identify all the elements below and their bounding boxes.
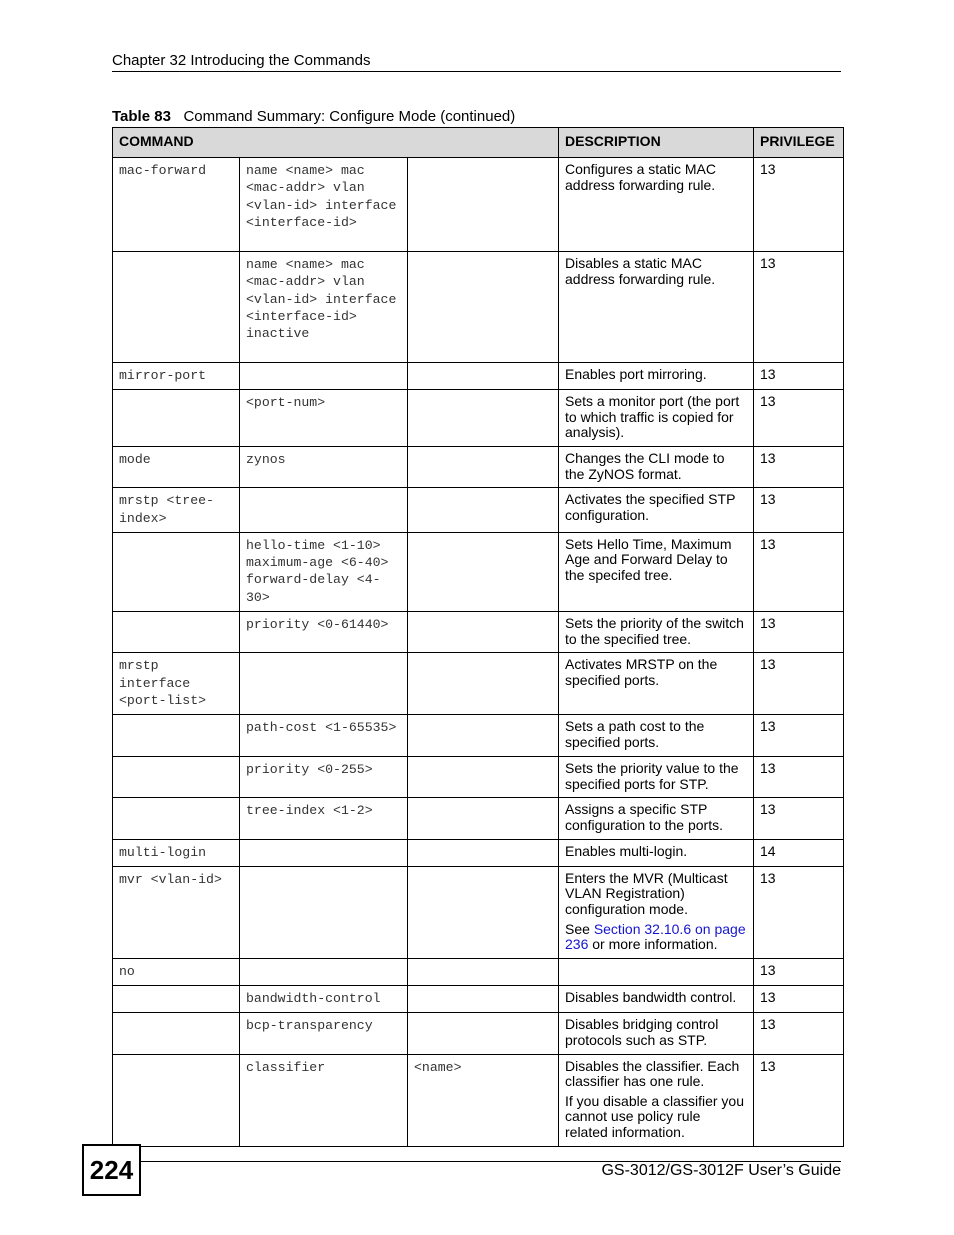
subcommand-cell: <port-num> [240,390,408,447]
privilege-cell: 13 [754,612,844,653]
subcommand-cell: name <name> mac <mac-addr> vlan <vlan-id> interface <interface-id> inactive [240,252,408,363]
subcommand-cell: priority <0-255> [240,757,408,798]
privilege-cell: 13 [754,715,844,757]
header-privilege: PRIVILEGE [754,128,844,158]
command-cell [113,1054,240,1146]
argument-cell [408,986,559,1013]
command-cell: multi-login [113,839,240,866]
see-suffix: or more information. [592,936,718,953]
table-row [113,715,844,757]
subcommand-cell: priority <0-61440> [240,612,408,653]
see-prefix: See [565,920,590,937]
command-cell [113,798,240,839]
table-row [113,1054,844,1146]
command-cell: mvr <vlan-id> [113,866,240,958]
subcommand-cell: bandwidth-control [240,986,408,1013]
description-cell: Sets the priority value to the specified ports for STP. [559,757,754,798]
description-cell [559,866,754,958]
argument-cell [408,532,559,611]
command-cell [113,715,240,757]
command-cell [113,532,240,611]
subcommand-cell: classifier [240,1054,408,1146]
description-cell: Activates the specified STP configuration. [559,488,754,533]
argument-cell [408,363,559,390]
description-cell: Changes the CLI mode to the ZyNOS format. [559,447,754,488]
privilege-cell: 13 [754,1054,844,1146]
description-cell: Disables bridging control protocols such as STP. [559,1013,754,1054]
command-cell [113,252,240,363]
subcommand-cell: hello-time <1-10> maximum-age <6-40> forward-delay <4-30> [240,532,408,611]
table-header-row [113,128,844,158]
argument-cell: <name> [408,1054,559,1146]
header-command: COMMAND [113,128,559,158]
command-cell: mrstp <tree-index> [113,488,240,533]
table-row [113,252,844,363]
subcommand-cell: path-cost <1-65535> [240,715,408,757]
table-row [113,798,844,839]
description-cell: Enables multi-login. [559,839,754,866]
privilege-cell: 13 [754,757,844,798]
subcommand-cell: tree-index <1-2> [240,798,408,839]
command-cell: mode [113,447,240,488]
command-cell [113,612,240,653]
table-row [113,653,844,715]
argument-cell [408,866,559,958]
privilege-cell: 13 [754,958,844,985]
argument-cell [408,447,559,488]
privilege-cell: 13 [754,252,844,363]
privilege-cell: 13 [754,158,844,252]
argument-cell [408,488,559,533]
privilege-cell: 13 [754,390,844,447]
description-cell: Activates MRSTP on the specified ports. [559,653,754,715]
privilege-cell: 14 [754,839,844,866]
description-cell [559,958,754,985]
section-link[interactable]: Section 32.10.6 on page 236 [565,920,746,953]
argument-cell [408,252,559,363]
table-caption-label: Table 83 [112,108,171,125]
argument-cell [408,715,559,757]
subcommand-cell: zynos [240,447,408,488]
command-cell: mrstp interface <port-list> [113,653,240,715]
argument-cell [408,390,559,447]
argument-cell [408,1013,559,1054]
table-caption [112,108,515,125]
argument-cell [408,798,559,839]
subcommand-cell: bcp-transparency [240,1013,408,1054]
privilege-cell: 13 [754,986,844,1013]
privilege-cell: 13 [754,798,844,839]
table-row [113,839,844,866]
table-row [113,447,844,488]
command-cell [113,986,240,1013]
subcommand-cell [240,363,408,390]
table-row [113,1013,844,1054]
argument-cell [408,958,559,985]
description-cell: Assigns a specific STP configuration to the ports. [559,798,754,839]
privilege-cell: 13 [754,866,844,958]
argument-cell [408,839,559,866]
argument-cell [408,612,559,653]
chapter-header: Chapter 32 Introducing the Commands [112,52,371,69]
command-summary-table [112,127,844,1147]
description-cell: Disables bandwidth control. [559,986,754,1013]
table-row [113,866,844,958]
header-rule [112,71,841,72]
description-cell: Sets a path cost to the specified ports. [559,715,754,757]
command-cell: mac-forward [113,158,240,252]
argument-cell [408,757,559,798]
description-cell: Sets the priority of the switch to the specified tree. [559,612,754,653]
description-see-text [565,922,747,953]
subcommand-cell [240,839,408,866]
guide-title: GS-3012/GS-3012F User’s Guide [601,1162,841,1179]
privilege-cell: 13 [754,488,844,533]
table-row [113,958,844,985]
description-cell: Sets Hello Time, Maximum Age and Forward Delay to the specifed tree. [559,532,754,611]
header-description: DESCRIPTION [559,128,754,158]
privilege-cell: 13 [754,447,844,488]
description-cell [559,1054,754,1146]
subcommand-cell [240,488,408,533]
table-row [113,363,844,390]
command-cell [113,390,240,447]
table-row [113,488,844,533]
command-cell [113,757,240,798]
command-cell: no [113,958,240,985]
privilege-cell: 13 [754,532,844,611]
command-cell [113,1013,240,1054]
description-cell: Enables port mirroring. [559,363,754,390]
table-row [113,532,844,611]
command-cell: mirror-port [113,363,240,390]
description-text: Disables the classifier. Each classifier has one rule. [565,1057,740,1090]
table-row [113,390,844,447]
table-row [113,986,844,1013]
privilege-cell: 13 [754,653,844,715]
subcommand-cell: name <name> mac <mac-addr> vlan <vlan-id> interface <interface-id> [240,158,408,252]
description-cell: Sets a monitor port (the port to which traffic is copied for analysis). [559,390,754,447]
description-text: Enters the MVR (Multicast VLAN Registration) configuration mode. [565,869,728,917]
subcommand-cell [240,958,408,985]
privilege-cell: 13 [754,363,844,390]
table-caption-text: Command Summary: Configure Mode (continued) [183,108,516,125]
table-row [113,757,844,798]
privilege-cell: 13 [754,1013,844,1054]
table-row [113,158,844,252]
subcommand-cell [240,866,408,958]
argument-cell [408,158,559,252]
page-number: 224 [82,1144,141,1196]
description-cell: Configures a static MAC address forwarding rule. [559,158,754,252]
description-note-text: If you disable a classifier you cannot use policy rule related information. [565,1092,744,1140]
subcommand-cell [240,653,408,715]
argument-cell [408,653,559,715]
table-row [113,612,844,653]
description-cell: Disables a static MAC address forwarding rule. [559,252,754,363]
